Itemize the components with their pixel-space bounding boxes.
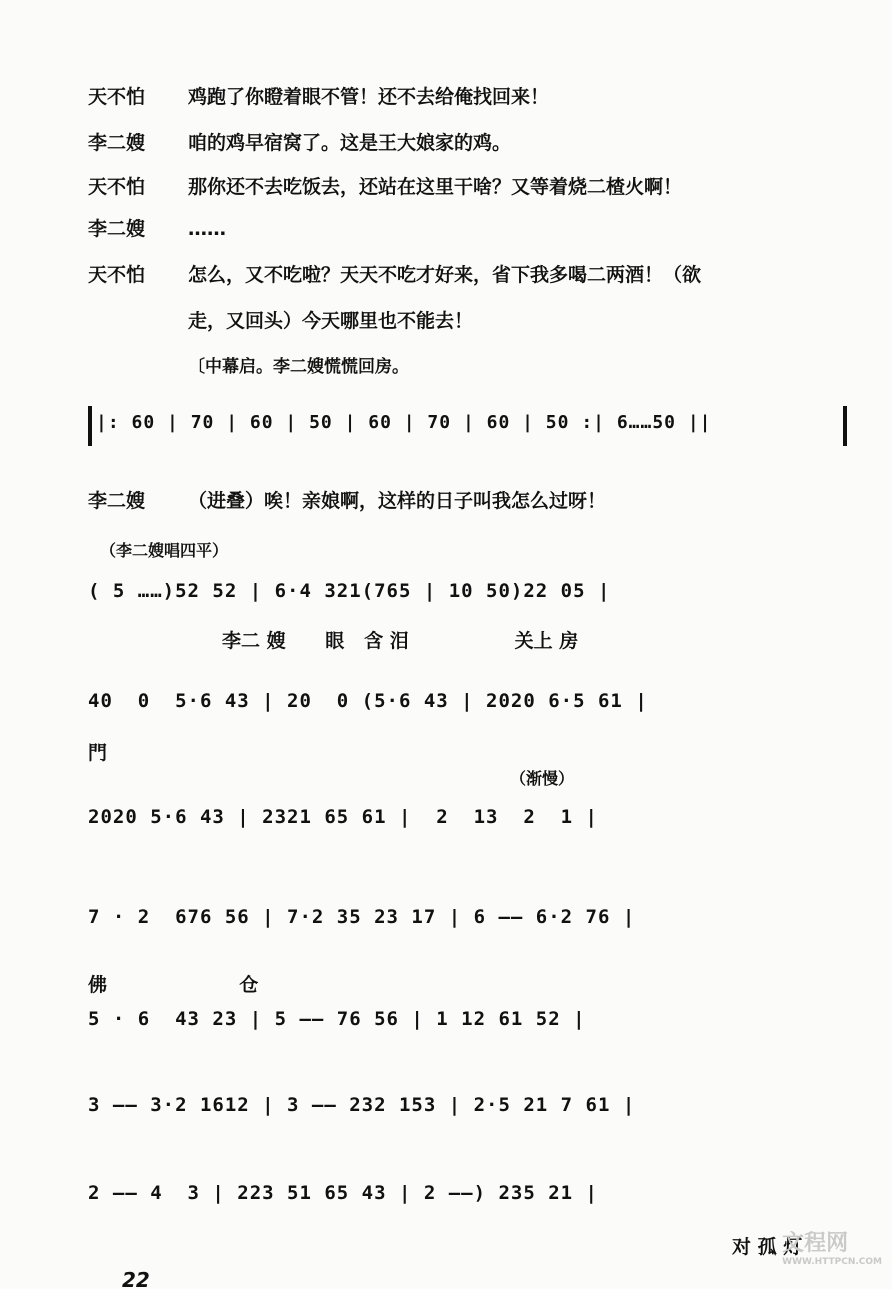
dialogue-text: 咱的鸡早宿窝了。这是王大娘家的鸡。	[188, 132, 512, 154]
dialogue-line	[88, 262, 848, 288]
dialogue-text: 鸡跑了你瞪着眼不管！还不去给俺找回来！	[188, 86, 550, 108]
notation: 7 · 2 676 56 | 7·2 35 23 17 | 6 —— 6·2 76 |	[88, 906, 636, 928]
speaker: 天不怕	[88, 264, 146, 286]
staff-row	[88, 906, 848, 972]
watermark-logo	[782, 1226, 882, 1267]
dialogue-line	[88, 174, 848, 200]
dialogue-text: 怎么，又不吃啦？天天不吃才好来，省下我多喝二两酒！（欲	[188, 264, 702, 286]
lyric: 門	[88, 742, 108, 764]
staff-row	[88, 806, 848, 872]
lyric: 佛 仓	[88, 974, 259, 996]
tempo-mark: （渐慢）	[510, 769, 575, 788]
dialogue-line	[88, 216, 848, 242]
notation: 3 —— 3·2 1612 | 3 —— 232 153 | 2·5 21 7 61 |	[88, 1094, 636, 1116]
dialogue-line	[88, 488, 848, 514]
notation: |: 60 | 70 | 60 | 50 | 60 | 70 | 60 | 50 :| 6……50 ||	[96, 412, 712, 433]
speaker: 天不怕	[88, 86, 146, 108]
dialogue-text: （进叠）唉！亲娘啊，这样的日子叫我怎么过呀！	[188, 490, 607, 512]
notation: 5 · 6 43 23 | 5 —— 76 56 | 1 12 61 52 |	[88, 1008, 586, 1030]
watermark-text: 文程网	[782, 1231, 849, 1256]
speaker: 李二嫂	[88, 132, 146, 154]
staff-row	[88, 1008, 848, 1074]
dialogue-text: ……	[188, 218, 226, 240]
notation: 2020 5·6 43 | 2321 65 61 | 2 13 2 1 |	[88, 806, 598, 828]
speaker: 李二嫂	[88, 490, 146, 512]
speaker: 李二嫂	[88, 218, 146, 240]
dialogue-continuation: 走，又回头）今天哪里也不能去！	[188, 310, 474, 332]
notation: ( 5 ……)52 52 | 6·4 321(765 | 10 50)22 05 |	[88, 580, 611, 602]
lyric: 对 孤 灯	[732, 1236, 803, 1258]
aria-label: （李二嫂唱四平）	[100, 541, 229, 560]
dialogue-line	[88, 130, 848, 156]
stage-direction: 〔中幕启。李二嫂慌慌回房。	[188, 357, 409, 377]
lyric: 李二 嫂 眼 含 泪 关上 房	[222, 630, 579, 652]
watermark-url: WWW.HTTPCN.COM	[782, 1257, 882, 1267]
bar-line	[88, 406, 92, 446]
dialogue-line	[88, 84, 848, 110]
staff-row	[88, 1094, 848, 1160]
staff-row	[88, 690, 848, 756]
bar-line	[843, 406, 847, 446]
page-number: 22	[122, 1268, 150, 1292]
speaker: 天不怕	[88, 176, 146, 198]
dialogue-text: 那你还不去吃饭去，还站在这里干啥？又等着烧二楂火啊！	[188, 176, 683, 198]
notation: 40 0 5·6 43 | 20 0 (5·6 43 | 2020 6·5 61 |	[88, 690, 648, 712]
notation: 2 —— 4 3 | 223 51 65 43 | 2 ——) 235 21 |	[88, 1182, 598, 1204]
